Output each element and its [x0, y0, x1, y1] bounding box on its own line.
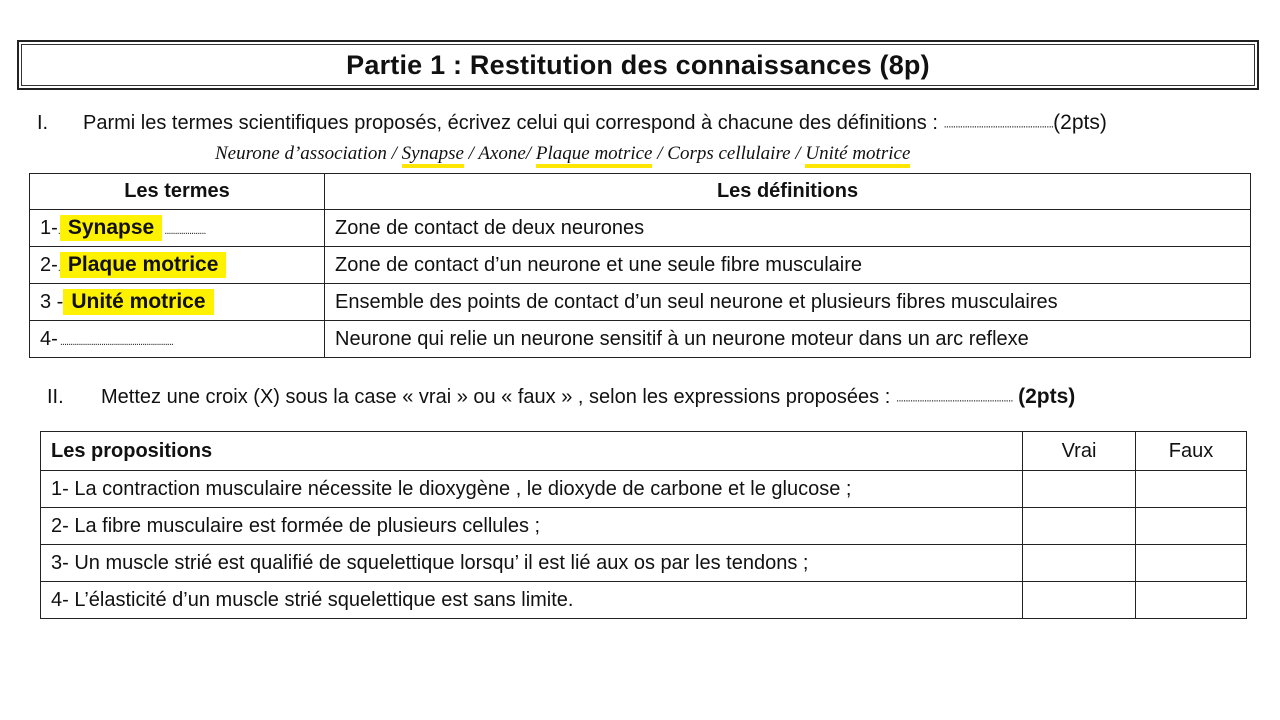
table-row	[41, 582, 1247, 619]
table-row	[30, 247, 1251, 284]
answer-dots: ...............................................	[943, 116, 1054, 131]
term-3: Axone	[478, 143, 526, 164]
propositions-table	[40, 431, 1247, 619]
table-row	[41, 508, 1247, 545]
answer-dots: ..................................................	[895, 390, 1013, 405]
terms-table	[29, 173, 1251, 358]
page-title: Partie 1 : Restitution des connaissances (8p)	[346, 50, 930, 80]
table-row	[41, 545, 1247, 582]
term-cell: 2-. Plaque motrice	[30, 247, 325, 284]
question-2-points: (2pts)	[1018, 385, 1076, 408]
term-1: Neurone d’association	[215, 143, 387, 164]
header-terms: Les termes	[30, 174, 325, 210]
question-1	[37, 111, 1107, 135]
header-faux: Faux	[1136, 432, 1247, 471]
row-number: 4-	[40, 327, 58, 350]
answer-highlight: Unité motrice	[63, 289, 213, 315]
header-definitions: Les définitions	[325, 174, 1251, 210]
term-6: Unité motrice	[805, 143, 910, 168]
faux-checkbox-cell[interactable]	[1136, 471, 1247, 508]
table-row	[30, 210, 1251, 247]
title-box	[17, 40, 1259, 90]
vrai-checkbox-cell[interactable]	[1023, 582, 1136, 619]
term-cell	[30, 284, 325, 321]
question-2	[47, 385, 1075, 409]
answer-highlight: Plaque motrice	[60, 252, 227, 278]
header-vrai: Vrai	[1023, 432, 1136, 471]
question-2-number: II.	[47, 386, 64, 408]
faux-checkbox-cell[interactable]	[1136, 545, 1247, 582]
proposition-cell: 1- La contraction musculaire nécessite le dioxygène , le dioxyde de carbone et le glucose ;	[41, 471, 1023, 508]
table-row	[30, 321, 1251, 358]
term-cell: 1-. Synapse ....................	[30, 210, 325, 247]
proposition-cell: 2- La fibre musculaire est formée de plusieurs cellules ;	[41, 508, 1023, 545]
vrai-checkbox-cell[interactable]	[1023, 545, 1136, 582]
definition-cell: Zone de contact d’un neurone et une seule fibre musculaire	[325, 247, 1251, 284]
question-1-instruction: Parmi les termes scientifiques proposés, écrivez celui qui correspond à chacune des définitions :	[83, 112, 938, 134]
term-4: Plaque motrice	[536, 143, 653, 168]
terms-list: Neurone d’association / Synapse / Axone/ Plaque motrice / Corps cellulaire / Unité motrice	[215, 143, 910, 165]
propositions-table-header	[41, 432, 1247, 471]
term-5: Corps cellulaire	[667, 143, 791, 164]
table-row	[41, 471, 1247, 508]
question-1-number: I.	[37, 112, 49, 134]
terms-table-header	[30, 174, 1251, 210]
row-number: 3 -	[40, 291, 64, 313]
faux-checkbox-cell[interactable]	[1136, 582, 1247, 619]
faux-checkbox-cell[interactable]	[1136, 508, 1247, 545]
answer-dots[interactable]: .......................................................	[57, 335, 173, 348]
row-number: 2-	[40, 254, 58, 276]
question-1-points: (2pts)	[1053, 111, 1107, 134]
definition-cell: Ensemble des points de contact d’un seul neurone et plusieurs fibres musculaires	[325, 284, 1251, 321]
vrai-checkbox-cell[interactable]	[1023, 508, 1136, 545]
header-propositions: Les propositions	[41, 432, 1023, 471]
table-row	[30, 284, 1251, 321]
term-2: Synapse	[402, 143, 464, 168]
proposition-cell: 3- Un muscle strié est qualifié de squelettique lorsqu’ il est lié aux os par les tendons ;	[41, 545, 1023, 582]
vrai-checkbox-cell[interactable]	[1023, 471, 1136, 508]
row-number: 1-	[40, 217, 58, 239]
definition-cell: Zone de contact de deux neurones	[325, 210, 1251, 247]
answer-dots: ....................	[162, 225, 206, 237]
question-2-instruction: Mettez une croix (X) sous la case « vrai » ou « faux » , selon les expressions proposées :	[101, 386, 891, 408]
term-cell	[30, 321, 325, 358]
proposition-cell: 4- L’élasticité d’un muscle strié squelettique est sans limite.	[41, 582, 1023, 619]
answer-highlight: Synapse	[60, 215, 162, 241]
definition-cell: Neurone qui relie un neurone sensitif à un neurone moteur dans un arc reflexe	[325, 321, 1251, 358]
